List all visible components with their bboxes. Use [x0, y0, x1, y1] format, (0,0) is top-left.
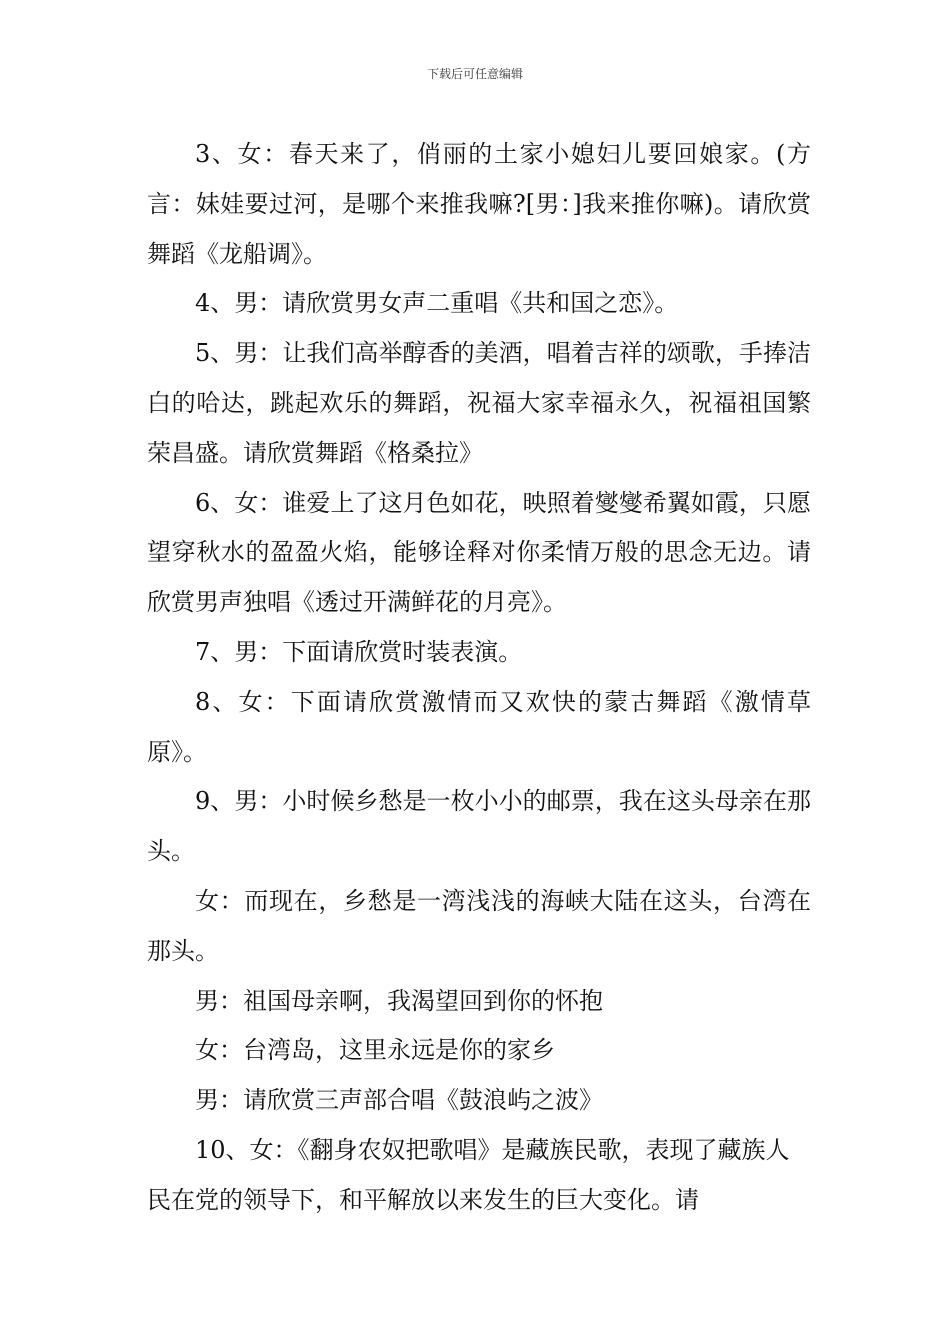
paragraph-10: 10、女：《翻身农奴把歌唱》是藏族民歌，表现了藏族人民在党的领导下，和平解放以来发生的巨大变化。请: [147, 1135, 790, 1214]
page-header: 下载后可任意编辑: [426, 67, 523, 81]
paragraph-3: 3、女：春天来了，俏丽的土家小媳妇儿要回娘家。(方言：妹娃要过河，是哪个来推我嘛?[男：]我来推你嘛)。请欣赏舞蹈《龙船调》。: [147, 140, 811, 268]
paragraph-5: 5、男：让我们高举醇香的美酒，唱着吉祥的颂歌，手捧洁白的哈达，跳起欢乐的舞蹈，祝福大家幸福永久，祝福祖国繁荣昌盛。请欣赏舞蹈《格桑拉》: [147, 339, 811, 467]
paragraph-6: 6、女：谁爱上了这月色如花，映照着燮燮希翼如霞，只愿望穿秋水的盈盈火焰，能够诠释对你柔情万般的思念无边。请欣赏男声独唱《透过开满鲜花的月亮》。: [147, 488, 811, 617]
paragraph-8: 8、女：下面请欣赏激情而又欢快的蒙古舞蹈《激情草原》。: [147, 687, 811, 766]
paragraph-9-female: 女：而现在，乡愁是一湾浅浅的海峡大陆在这头，台湾在那头。: [147, 886, 811, 965]
paragraph-9-female-2: 女：台湾岛，这里永远是你的家乡: [195, 1036, 555, 1065]
paragraph-9-male-2: 男：祖国母亲啊，我渴望回到你的怀抱: [195, 986, 603, 1015]
paragraph-9-male-3: 男：请欣赏三声部合唱《鼓浪屿之波》: [195, 1086, 603, 1115]
paragraph-7: 7、男：下面请欣赏时装表演。: [195, 637, 523, 666]
document-body: [147, 130, 811, 1226]
paragraph-9: 9、男：小时候乡愁是一枚小小的邮票，我在这头母亲在那头。: [147, 787, 811, 866]
paragraph-4: 4、男：请欣赏男女声二重唱《共和国之恋》。: [195, 289, 679, 318]
